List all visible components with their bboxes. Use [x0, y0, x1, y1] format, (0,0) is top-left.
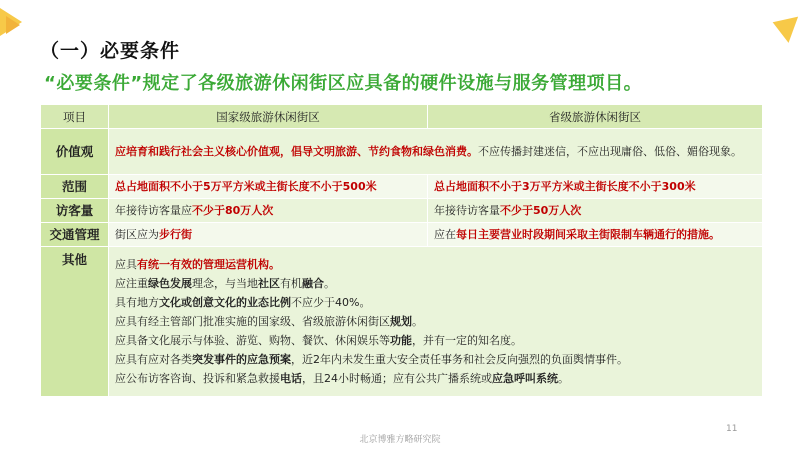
value-cell [109, 129, 763, 175]
other-l3-b: 文化或创意文化的业态比例 [159, 296, 291, 309]
footer-org: 北京博雅方略研究院 [359, 435, 441, 445]
other-l7-c: ，且24小时畅通；应有公共广播系统或 [302, 372, 492, 385]
other-l4-c: 。 [412, 315, 423, 328]
value-emphasis: 应培育和践行社会主义核心价值观，倡导文明旅游、节约食物和绿色消费。 [115, 144, 478, 158]
visitors-national [109, 199, 428, 223]
other-l6-c: ，近2年内未发生重大安全责任事务和社会反向强烈的负面舆情事件。 [291, 353, 628, 366]
other-line-7 [115, 369, 756, 388]
other-l2-d: 社区 [258, 277, 280, 290]
other-l5-a: 应具备文化展示与体验、游览、购物、餐饮、休闲娱乐等 [115, 334, 390, 347]
other-l7-d: 应急呼叫系统 [492, 372, 558, 385]
other-line-4 [115, 312, 756, 331]
other-line-2 [115, 274, 756, 293]
other-l6-a: 应具有应对各类 [115, 353, 192, 366]
row-label-other: 其他 [41, 247, 109, 397]
other-l2-a: 应注重 [115, 277, 148, 290]
other-l4-a: 应具有经主管部门批准实施的国家级、省级旅游休闲街区 [115, 315, 390, 328]
other-line-5 [115, 331, 756, 350]
other-l1-emphasis: 有统一有效的管理运营机构。 [137, 258, 280, 271]
other-l7-a: 应公布访客咨询、投诉和紧急救援 [115, 372, 280, 385]
other-l2-e: 有机 [280, 277, 302, 290]
other-l1-text: 应具 [115, 258, 137, 271]
traffic-national-emphasis: 步行街 [159, 227, 192, 241]
other-line-6 [115, 350, 756, 369]
table-header-row [41, 105, 763, 129]
other-l5-c: ，并有一定的知名度。 [412, 334, 522, 347]
corner-decoration-right [768, 9, 798, 43]
row-label-visitors: 访客量 [41, 199, 109, 223]
row-label-traffic: 交通管理 [41, 223, 109, 247]
value-rest: 不应传播封建迷信，不应出现庸俗、低俗、媚俗现象。 [478, 144, 742, 158]
visitors-national-emphasis: 不少于80万人次 [192, 203, 274, 217]
traffic-provincial-emphasis: 每日主要营业时段期间采取主街限制车辆通行的措施。 [456, 227, 720, 241]
other-l2-f: 融合 [302, 277, 324, 290]
other-line-1 [115, 255, 756, 274]
other-l7-b: 电话 [280, 372, 302, 385]
other-l3-c: 不应少于40%。 [291, 296, 371, 309]
table-row-traffic [41, 223, 763, 247]
section-heading: （一）必要条件 [40, 40, 181, 62]
other-l4-b: 规划 [390, 315, 412, 328]
table-row-visitors [41, 199, 763, 223]
other-l2-g: 。 [324, 277, 335, 290]
visitors-provincial-emphasis: 不少于50万人次 [500, 203, 582, 217]
visitors-provincial [428, 199, 763, 223]
table-row-value [41, 129, 763, 175]
header-national: 国家级旅游休闲街区 [109, 105, 428, 129]
range-provincial: 总占地面积不小于3万平方米或主街长度不小于300米 [428, 175, 763, 199]
visitors-national-text: 年接待访客量应 [115, 203, 192, 217]
traffic-provincial-text: 应在 [434, 227, 456, 241]
other-l2-c: 理念，与当地 [192, 277, 258, 290]
traffic-provincial [428, 223, 763, 247]
other-l7-e: 。 [558, 372, 569, 385]
traffic-national [109, 223, 428, 247]
visitors-provincial-text: 年接待访客量 [434, 203, 500, 217]
range-national: 总占地面积不小于5万平方米或主街长度不小于500米 [109, 175, 428, 199]
other-l2-b: 绿色发展 [148, 277, 192, 290]
corner-decoration-left-inner [6, 16, 20, 34]
table-row-range [41, 175, 763, 199]
table-row-other [41, 247, 763, 397]
section-subtitle: “必要条件”规定了各级旅游休闲街区应具备的硬件设施与服务管理项目。 [44, 73, 643, 94]
row-label-range: 范围 [41, 175, 109, 199]
header-provincial: 省级旅游休闲街区 [428, 105, 763, 129]
other-cell [109, 247, 763, 397]
traffic-national-text: 街区应为 [115, 227, 159, 241]
requirements-table [40, 104, 763, 397]
header-item: 项目 [41, 105, 109, 129]
other-l5-b: 功能 [390, 334, 412, 347]
page-number: 11 [726, 424, 738, 434]
other-l3-a: 具有地方 [115, 296, 159, 309]
row-label-value: 价值观 [41, 129, 109, 175]
other-l6-b: 突发事件的应急预案 [192, 353, 291, 366]
other-line-3 [115, 293, 756, 312]
